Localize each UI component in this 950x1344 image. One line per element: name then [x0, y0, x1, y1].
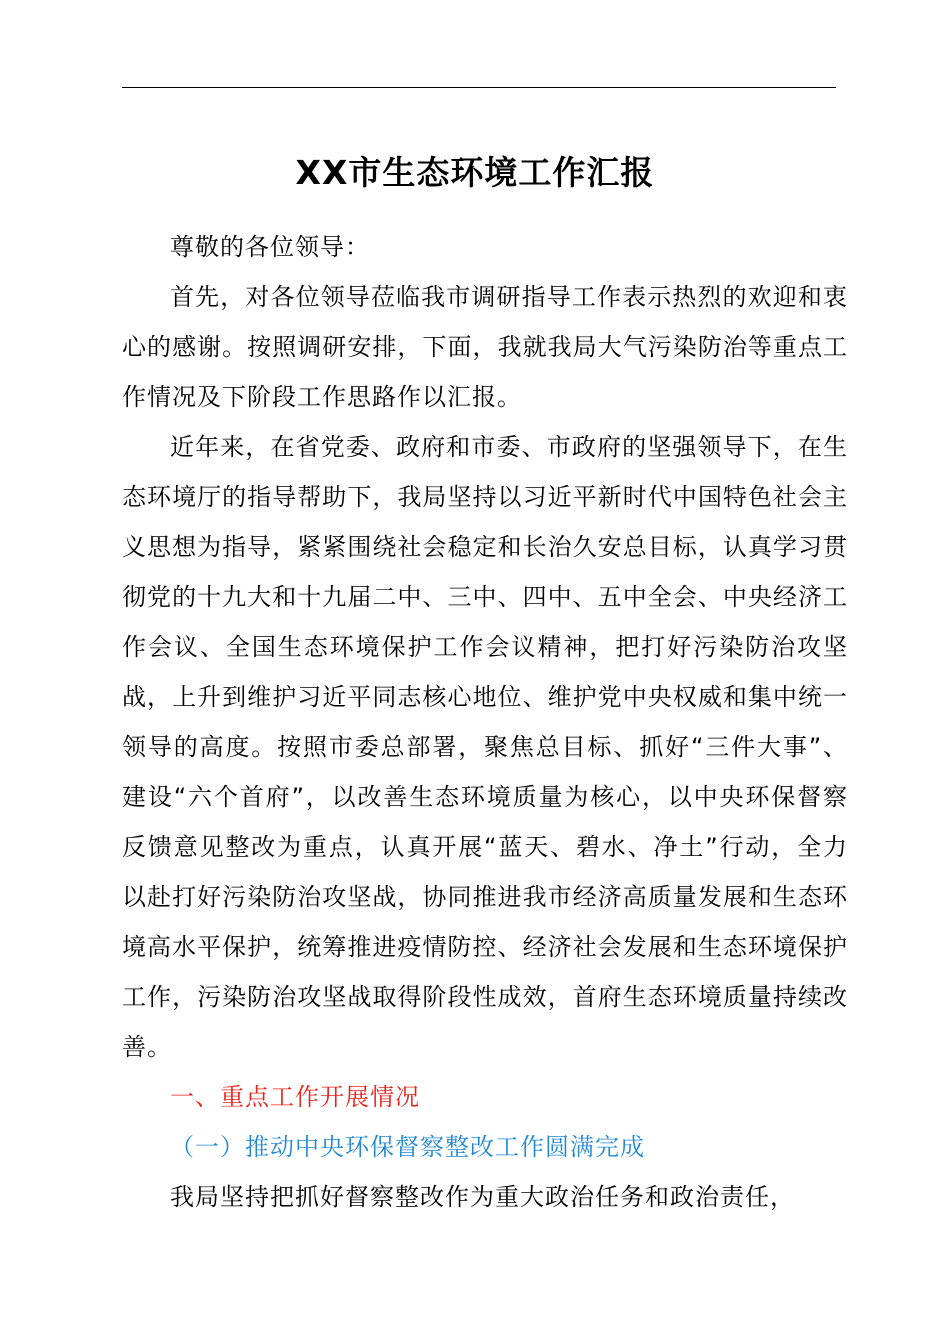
document-body [122, 222, 848, 1222]
subsection-heading: （一）推动中央环保督察整改工作圆满完成 [170, 1133, 645, 1161]
paragraph-overview: 近年来，在省党委、政府和市委、市政府的坚强领导下，在生态环境厅的指导帮助下，我局坚持以习近平新时代中国特色社会主义思想为指导，紧紧围绕社会稳定和长治久安总目标，认真学习贯彻党的十九大和十九届二中、三中、四中、五中全会、中央经济工作会议、全国生态环境保护工作会议精神，把打好污染防治攻坚战，上升到维护习近平同志核心地位、维护党中央权威和集中统一领导的高度。按照市委总部署，聚焦总目标、抓好“三件大事”、建设“六个首府”，以改善生态环境质量为核心，以中央环保督察反馈意见整改为重点，认真开展“蓝天、碧水、净土”行动，全力以赴打好污染防治攻坚战，协同推进我市经济高质量发展和生态环境高水平保护，统筹推进疫情防控、经济社会发展和生态环境保护工作，污染防治攻坚战取得阶段性成效，首府生态环境质量持续改善。 [122, 433, 848, 1061]
paragraph-intro: 首先，对各位领导莅临我市调研指导工作表示热烈的欢迎和衷心的感谢。按照调研安排，下面，我就我局大气污染防治等重点工作情况及下阶段工作思路作以汇报。 [122, 283, 848, 411]
paragraph-rectification: 我局坚持把抓好督察整改作为重大政治任务和政治责任， [170, 1183, 795, 1211]
document-title: XX市生态环境工作汇报 [295, 153, 655, 192]
section-heading: 一、重点工作开展情况 [170, 1083, 420, 1111]
greeting: 尊敬的各位领导： [170, 233, 370, 261]
header-rule [122, 87, 836, 88]
